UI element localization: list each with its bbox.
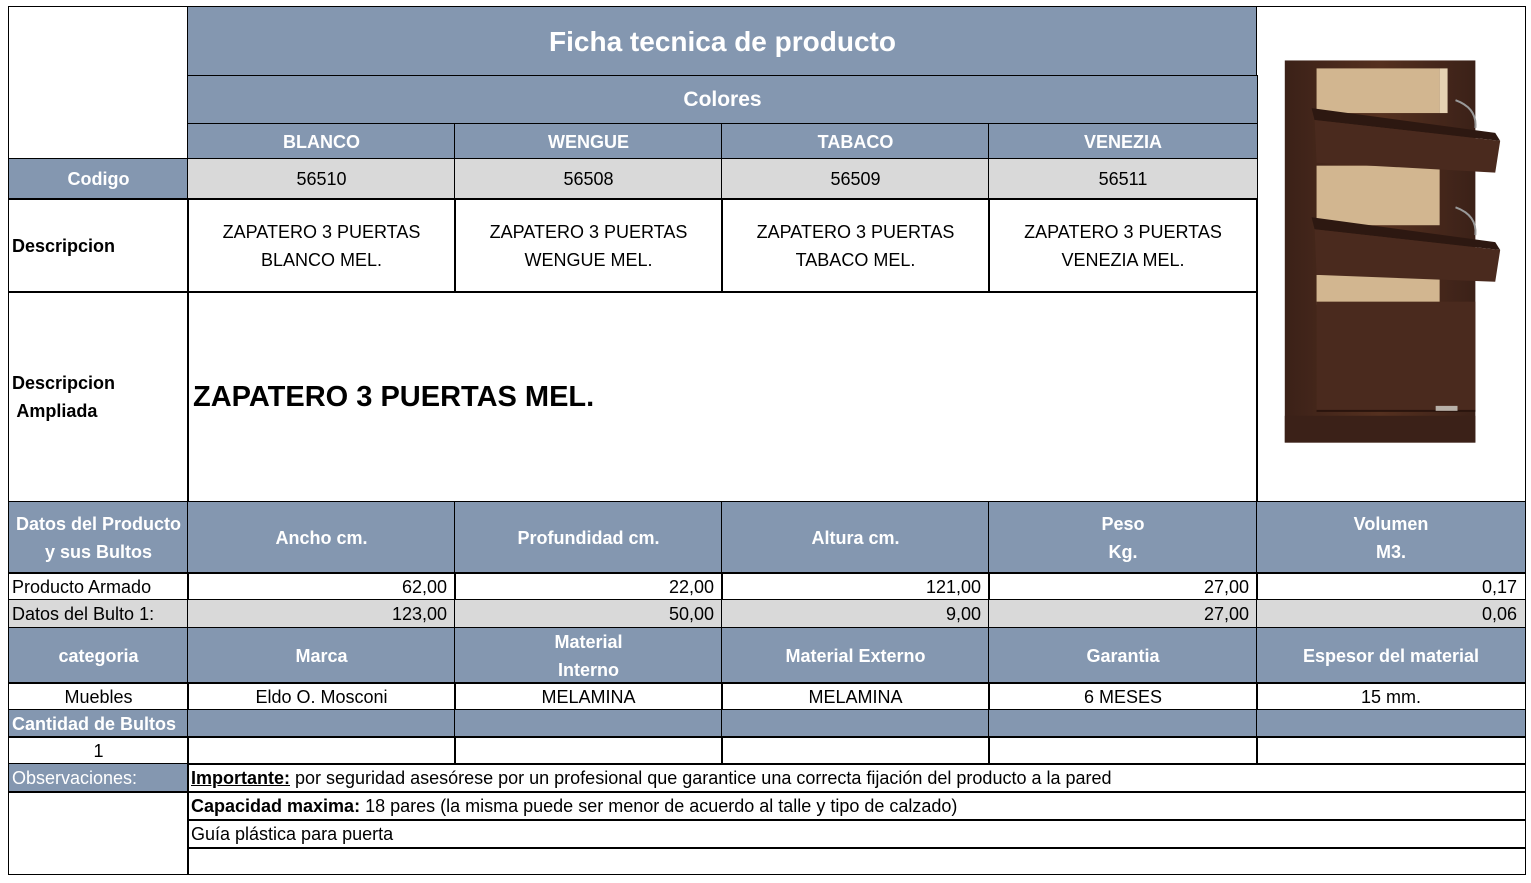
- product-data-label: Datos del Producto y sus Bultos: [8, 501, 189, 574]
- empty-cell: [721, 736, 990, 765]
- description-label: Descripcion: [8, 198, 189, 293]
- table-cell: 0,06: [1256, 599, 1526, 629]
- table-cell: 27,00: [988, 599, 1258, 629]
- code-value: 56510: [187, 158, 456, 200]
- attribute-header: categoria: [8, 627, 189, 684]
- description-value: ZAPATERO 3 PUERTAS WENGUE MEL.: [454, 198, 723, 293]
- attribute-value: MELAMINA: [454, 682, 723, 711]
- logo-cell: [8, 6, 189, 159]
- attribute-value: Eldo O. Mosconi: [187, 682, 456, 711]
- color-name: BLANCO: [187, 123, 456, 160]
- product-image: [1256, 6, 1526, 503]
- colors-header: Colores: [187, 75, 1258, 125]
- extended-description-value: ZAPATERO 3 PUERTAS MEL.: [187, 291, 1258, 503]
- table-cell: 27,00: [988, 572, 1258, 601]
- table-cell: 9,00: [721, 599, 990, 629]
- attribute-header: Material Externo: [721, 627, 990, 684]
- observation-line: Capacidad maxima: 18 pares (la misma puede ser menor de acuerdo al talle y tipo de calzado): [187, 791, 1526, 821]
- dimension-header: Altura cm.: [721, 501, 990, 574]
- color-name: WENGUE: [454, 123, 723, 160]
- empty-cell: [454, 736, 723, 765]
- observation-line: Guía plástica para puerta: [187, 819, 1526, 849]
- code-value: 56509: [721, 158, 990, 200]
- color-name: TABACO: [721, 123, 990, 160]
- table-cell: 0,17: [1256, 572, 1526, 601]
- code-value: 56508: [454, 158, 723, 200]
- attribute-header: Marca: [187, 627, 456, 684]
- attribute-header: Material Interno: [454, 627, 723, 684]
- empty-header-cell: [454, 709, 723, 738]
- dimension-header: Peso Kg.: [988, 501, 1258, 574]
- page-title: Ficha tecnica de producto: [187, 6, 1258, 77]
- empty-header-cell: [988, 709, 1258, 738]
- attribute-value: 15 mm.: [1256, 682, 1526, 711]
- table-cell: 123,00: [187, 599, 456, 629]
- shoe-cabinet-icon: [1257, 7, 1525, 503]
- observation-line-empty: [187, 847, 1526, 875]
- dimension-header: Volumen M3.: [1256, 501, 1526, 574]
- table-row-label: Producto Armado: [8, 572, 189, 601]
- description-value: ZAPATERO 3 PUERTAS VENEZIA MEL.: [988, 198, 1258, 293]
- extended-description-label: Descripcion Ampliada: [8, 291, 189, 503]
- attribute-value: MELAMINA: [721, 682, 990, 711]
- empty-cell: [1256, 736, 1526, 765]
- table-cell: 121,00: [721, 572, 990, 601]
- table-cell: 22,00: [454, 572, 723, 601]
- attribute-value: 6 MESES: [988, 682, 1258, 711]
- description-value: ZAPATERO 3 PUERTAS TABACO MEL.: [721, 198, 990, 293]
- attribute-header: Espesor del material: [1256, 627, 1526, 684]
- description-value: ZAPATERO 3 PUERTAS BLANCO MEL.: [187, 198, 456, 293]
- code-value: 56511: [988, 158, 1258, 200]
- observations-label-spacer: [8, 791, 189, 875]
- empty-header-cell: [721, 709, 990, 738]
- attribute-value: Muebles: [8, 682, 189, 711]
- table-row-label: Datos del Bulto 1:: [8, 599, 189, 629]
- attribute-header: Garantia: [988, 627, 1258, 684]
- code-label: Codigo: [8, 158, 189, 200]
- empty-cell: [988, 736, 1258, 765]
- color-name: VENEZIA: [988, 123, 1258, 160]
- observation-line: Importante: por seguridad asesórese por un profesional que garantice una correcta fijación del producto a la pared: [187, 763, 1526, 793]
- observations-label: Observaciones:: [8, 763, 189, 793]
- empty-header-cell: [187, 709, 456, 738]
- package-count-label: Cantidad de Bultos: [8, 709, 189, 738]
- empty-cell: [187, 736, 456, 765]
- empty-header-cell: [1256, 709, 1526, 738]
- dimension-header: Profundidad cm.: [454, 501, 723, 574]
- table-cell: 50,00: [454, 599, 723, 629]
- dimension-header: Ancho cm.: [187, 501, 456, 574]
- table-cell: 62,00: [187, 572, 456, 601]
- package-count-value: 1: [8, 736, 189, 765]
